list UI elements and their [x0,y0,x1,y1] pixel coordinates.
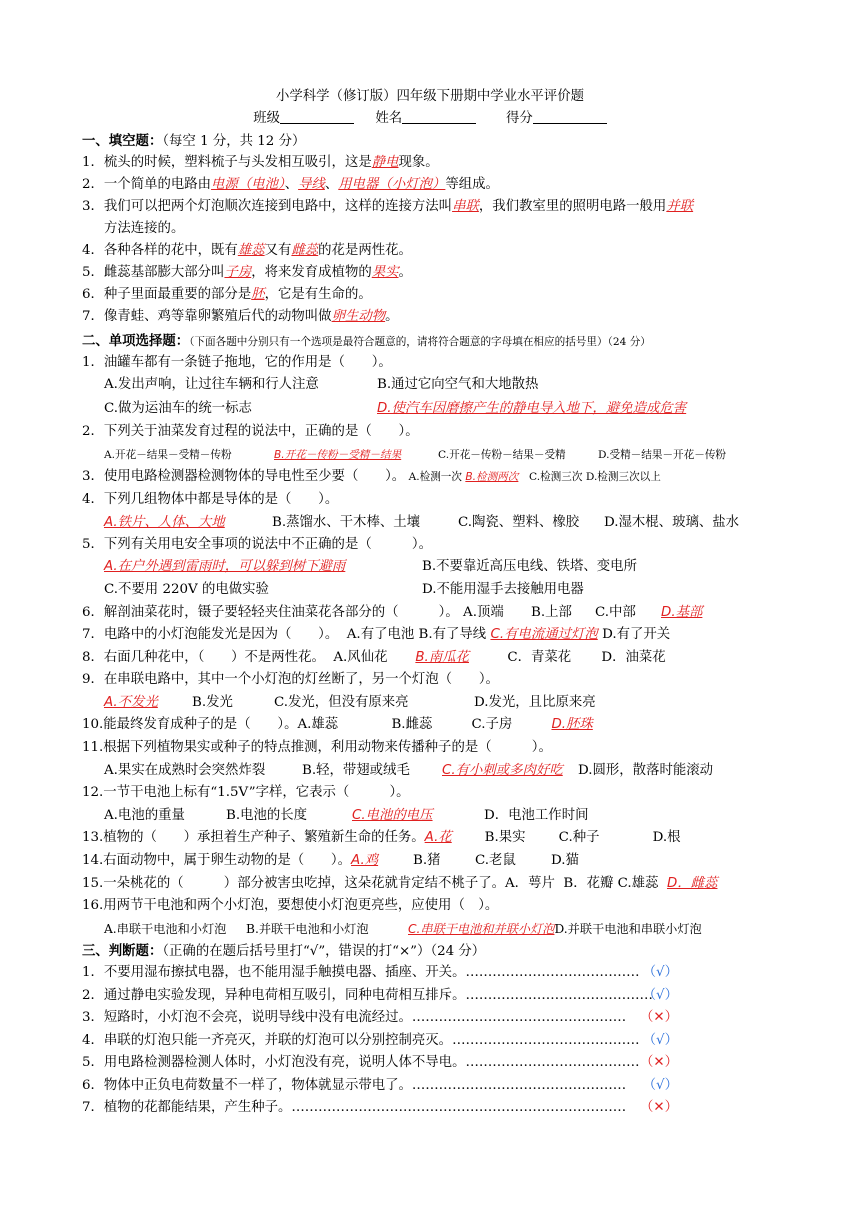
s1-q3-text: ，我们教室里的照明电路一般用 [478,199,667,214]
option-c: C.发光，但没有原来亮 [274,695,409,710]
option-c-answer: C.串联干电池和并联小灯泡 [408,922,555,936]
option-a: A.电池的重量 [104,808,185,823]
name-blank[interactable] [402,109,476,124]
option-b: B．花瓣 [563,876,614,891]
s2-q3 [82,466,790,489]
s3-item-text: 3．短路时，小灯泡不会亮，说明导线中没有电流经过。………………………………………… [82,1010,627,1025]
s2-q13 [82,827,790,850]
option-b: B.有了导线 [418,627,487,642]
s1-q3 [82,196,790,219]
s1-q5-text: 。 [398,265,412,280]
answer: 雌蕊 [291,243,319,258]
answer: 雄蕊 [237,243,265,258]
class-blank[interactable] [280,109,354,124]
check-mark: （√） [642,965,678,980]
s2-q10 [82,714,790,737]
option-b: B.轻，带翅或绒毛 [302,763,410,778]
option-d: D.发光，且比原来亮 [474,695,596,710]
s3-item [82,962,790,985]
option-a: A.风仙花 [333,650,388,665]
option-b-answer: B.开花－传粉－受精－结果 [274,449,402,461]
option-c: C.子房 [471,717,513,732]
s1-q4 [82,240,790,263]
option-d: D．电池工作时间 [484,808,589,823]
section2-note: （下面各题中分别只有一个选项是最符合题意的，请将符合题意的字母填在相应的括号里）（24 分） [189,336,651,348]
s2-q15 [82,873,790,896]
section1-heading [82,130,790,153]
option-a: A.果实在成熟时会突然炸裂 [104,763,266,778]
s1-q7-text: 。 [385,309,399,324]
option-c: C.陶瓷、塑料、橡胶 [458,515,580,530]
s1-q5 [82,262,790,285]
section2-heading [82,330,790,353]
answer: 果实 [371,265,399,280]
option-c: C．青菜花 [507,650,572,665]
option-d: D.检测三次以上 [585,471,661,483]
s2-q2-options [104,444,790,467]
s1-q1-text: 现象。 [398,155,439,170]
option-c: C.种子 [558,830,600,845]
option-c: C.做为运油车的统一标志 [104,401,252,416]
option-c: C.检测三次 [528,471,583,483]
s3-item-text: 5．用电路检测器检测人体时，小灯泡没有亮，说明人体不导电。………………………………… [82,1055,640,1070]
option-a: A.雄蕊 [297,717,339,732]
s2-q6 [82,602,790,625]
option-b: B.果实 [484,830,526,845]
option-b: B.雌蕊 [391,717,433,732]
separator: 、 [324,177,339,192]
s3-item-text: 2．通过静电实验发现，异种电荷相互吸引，同种电荷相互排斥。…………………………………… [82,988,653,1003]
s1-q2-text: 2．一个简单的电路由 [82,177,212,192]
option-d: D.有了开关 [602,627,671,642]
s1-q3-cont: 方法连接的。 [104,221,185,236]
option-d-answer: D.使汽车因磨擦产生的静电导入地下，避免造成危害 [377,401,687,416]
option-c: C.中部 [595,605,636,620]
option-d: D.湿木棍、玻璃、盐水 [604,515,740,530]
option-d: D.不能用湿手去接触用电器 [422,582,584,597]
option-a: A.串联干电池和小灯泡 [104,922,227,936]
option-c: C.开花－传粉－结果－受精 [438,449,566,461]
s3-item-text: 7．植物的花都能结果，产生种子。………………………………………………………………… [82,1100,627,1115]
s2-q1-options-ab [104,374,790,397]
s1-q7 [82,306,790,329]
answer: 并联 [666,199,694,214]
option-a: A．萼片 [505,876,555,891]
s1-q1 [82,152,790,175]
answer: 卵生动物 [331,309,386,324]
s3-item-text: 1．不要用湿布擦拭电器，也不能用湿手触摸电器、插座、开关。………………………………… [82,965,640,980]
option-b: B.电池的长度 [226,808,308,823]
name-label: 姓名 [375,111,403,126]
s3-item-text: 4．串联的灯泡只能一齐亮灭，并联的灯泡可以分别控制亮灭。…………………………………… [82,1033,640,1048]
s2-q13-stem: 13.植物的（ ）承担着生产种子、繁殖新生命的任务。 [82,830,425,845]
check-mark: （√） [642,988,678,1003]
s1-q6 [82,284,790,307]
option-b: B.通过它向空气和大地散热 [377,377,539,392]
option-a: A.有了电池 [346,627,415,642]
s3-item [82,1052,790,1075]
s3-item-text: 6．物体中正负电荷数量不一样了，物体就显示带电了。………………………………………… [82,1078,627,1093]
s2-q4-stem: 4．下列几组物体中都是导体的是（ ）。 [82,492,339,507]
s1-q5-text: 5．雌蕊基部膨大部分叫 [82,265,225,280]
option-d: D.圆形，散落时能滚动 [578,763,714,778]
s1-q4-text: 4．各种各样的花中，既有 [82,243,238,258]
s3-item [82,985,790,1008]
option-b-answer: B.检测两次 [465,471,519,483]
option-c: C.不要用 220V 的电做实验 [104,582,269,597]
s2-q7 [82,624,790,647]
s2-q1-options-cd [104,398,790,421]
s2-q10-stem: 10.能最终发育成种子的是（ ）。 [82,717,298,732]
option-b: B.上部 [531,605,572,620]
s2-q4-options [104,512,790,535]
option-b: B.发光 [192,695,233,710]
option-b: B.并联干电池和小灯泡 [246,922,369,936]
s2-q12-stem: 12.一节干电池上标有“1.5V”字样，它表示（ ）。 [82,785,410,800]
s2-q5-options-cd [104,579,790,602]
s2-q16-stem: 16.用两节干电池和两个小灯泡，要想使小灯泡更亮些，应使用（ ）。 [82,898,499,913]
option-d: D.根 [652,830,681,845]
option-c-answer: C.有电流通过灯泡 [490,627,598,642]
s1-q4-text: 的花是两性花。 [318,243,412,258]
option-d: D.并联干电池和串联小灯泡 [554,922,702,936]
cross-mark: （✕） [639,1010,678,1025]
option-c-answer: C.有小刺或多肉好吃 [442,763,563,778]
s2-q9-options [104,692,790,715]
s2-q5-options-ab [104,556,790,579]
s1-q3-text: 3．我们可以把两个灯泡顺次连接到电路中，这样的连接方法叫 [82,199,453,214]
s2-q5-stem: 5．下列有关用电安全事项的说法中不正确的是（ ）。 [82,537,432,552]
s2-q8 [82,647,790,670]
s2-q7-stem: 7．电路中的小灯泡能发光是因为（ ）。 [82,627,339,642]
option-a: A.发出声响，让过往车辆和行人注意 [104,377,319,392]
option-d: D.受精－结果－开花－传粉 [598,449,727,461]
section2-title: 二、单项选择题： [82,333,190,349]
s2-q12-options [104,805,790,828]
s2-q9-stem: 9．在串联电路中，其中一个小灯泡的灯丝断了，另一个灯泡（ ）。 [82,672,499,687]
s1-q2 [82,174,790,197]
s2-q11-options [104,760,790,783]
s3-item [82,1075,790,1098]
option-a-answer: A.花 [424,830,452,845]
answer: 静电 [371,155,399,170]
s2-q14-stem: 14.右面动物中，属于卵生动物的是（ ）。 [82,853,352,868]
section3-title: 三、判断题： [82,943,163,959]
option-b: B.不要靠近高压电线、铁塔、变电所 [422,559,637,574]
option-c-answer: C.电池的电压 [352,808,433,823]
separator: 、 [284,177,299,192]
class-label: 班级 [253,111,281,126]
option-a: A.检测一次 [408,471,462,483]
s1-q5-text: ，将来发育成植物的 [251,265,372,280]
s2-q11-stem: 11.根据下列植物果实或种子的特点推测，利用动物来传播种子的是（ ）。 [82,740,552,755]
s1-q1-text: 1．梳头的时候，塑料梳子与头发相互吸引，这是 [82,155,372,170]
s1-q6-text: ，它是有生命的。 [264,287,372,302]
s2-q2-stem: 2．下列关于油菜发育过程的说法中，正确的是（ ）。 [82,424,419,439]
option-d: D．油菜花 [601,650,666,665]
option-b: B.猪 [413,853,441,868]
answer: 电源（电池） [211,177,285,192]
s1-q2-text: 等组成。 [445,177,499,192]
s2-q16-options [104,918,790,941]
option-a: A.开花－结果－受精－传粉 [104,449,232,461]
option-a-answer: A.在户外遇到雷雨时，可以躲到树下避雨 [104,559,346,574]
option-b-answer: B.南瓜花 [415,650,469,665]
answer: 导线 [298,177,325,192]
option-d-answer: D.胚珠 [551,717,593,732]
option-d-answer: D．雌蕊 [666,876,718,891]
s2-q1-stem: 1．油罐车都有一条链子拖地，它的作用是（ ）。 [82,355,392,370]
student-info-row [0,108,860,131]
cross-mark: （✕） [639,1055,678,1070]
s2-q3-stem: 3．使用电路检测器检测物体的导电性至少要（ ）。 [82,469,406,484]
option-a-answer: A.不发光 [104,695,158,710]
score-label: 得分 [505,111,533,126]
section1-title: 一、填空题： [82,133,163,149]
option-c: C.老鼠 [475,853,516,868]
section3-heading [82,940,790,963]
option-d-answer: D.基部 [661,605,703,620]
s2-q8-stem: 8．右面几种花中，（ ）不是两性花。 [82,650,325,665]
s3-item [82,1030,790,1053]
s2-q6-stem: 6．解剖油菜花时，镊子要轻轻夹住油菜花各部分的（ ）。 [82,605,459,620]
section3-note: （正确的在题后括号里打“√”，错误的打“×”）（24 分） [162,944,486,959]
option-d: D.猫 [551,853,579,868]
s3-item [82,1007,790,1030]
s3-item [82,1097,790,1120]
s2-q14 [82,850,790,873]
answer: 子房 [224,265,252,280]
option-a-answer: A.鸡 [351,853,379,868]
s1-q4-text: 又有 [264,243,292,258]
option-c: C.雄蕊 [617,876,659,891]
option-a-answer: A.铁片、人体、大地 [104,515,225,530]
s1-q7-text: 7．像青蛙、鸡等靠卵繁殖后代的动物叫做 [82,309,332,324]
section1-note: （每空 1 分，共 12 分） [162,134,306,149]
check-mark: （√） [642,1033,678,1048]
score-blank[interactable] [533,109,607,124]
option-b: B.蒸馏水、干木棒、土壤 [272,515,421,530]
answer: 用电器（小灯泡） [338,177,446,192]
page-title: 小学科学（修订版）四年级下册期中学业水平评价题 [276,89,584,104]
s2-q15-stem: 15.一朵桃花的（ ）部分被害虫吃掉，这朵花就肯定结不桃子了。 [82,876,506,891]
s1-q6-text: 6．种子里面最重要的部分是 [82,287,252,302]
cross-mark: （✕） [639,1100,678,1115]
answer: 胚 [251,287,265,302]
answer: 串联 [452,199,479,214]
option-a: A.顶端 [463,605,504,620]
check-mark: （√） [642,1078,678,1093]
